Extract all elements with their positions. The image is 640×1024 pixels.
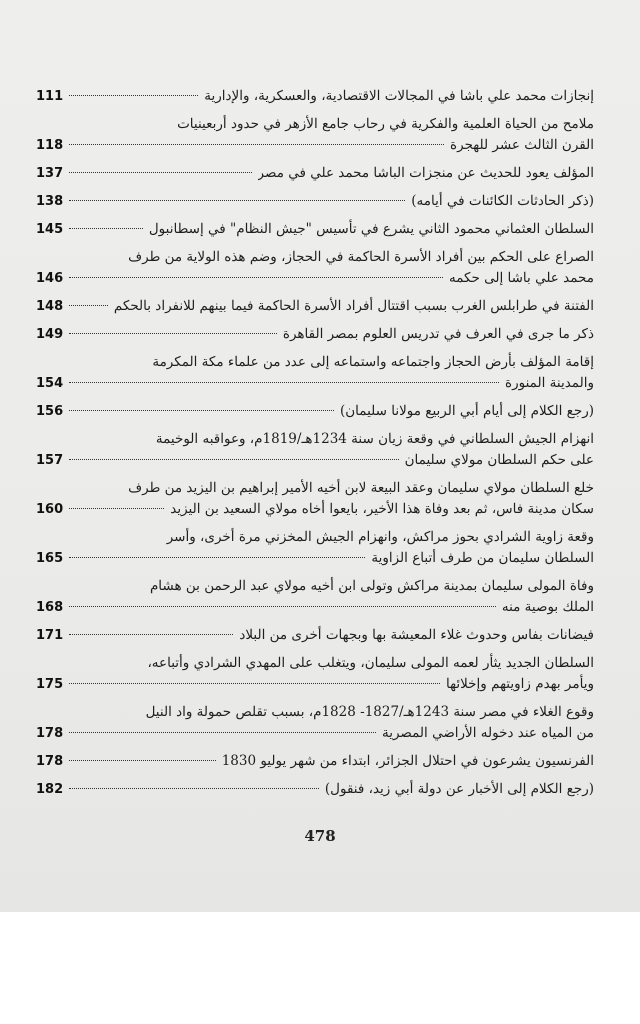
table-of-contents [36,86,594,807]
toc-entry-title: إقامة المؤلف بأرض الحجاز واجتماعه واستماعه إلى عدد من علماء مكة المكرمة [152,354,594,370]
toc-entry-page: 146 [36,271,64,286]
toc-entry [36,478,594,520]
toc-entry-title: خلع السلطان مولاي سليمان وعقد البيعة لابن أخيه الأمير إبراهيم بن اليزيد من طرف [128,480,594,496]
toc-entry [36,219,594,240]
toc-entry-last-line [36,296,594,317]
dot-leader [69,459,398,460]
toc-entry [36,527,594,569]
toc-entry-last-line [36,163,594,184]
dot-leader [69,760,216,761]
dot-leader [69,788,319,789]
toc-entry-title: محمد علي باشا إلى حكمه [448,270,594,286]
dot-leader [69,277,443,278]
dot-leader [69,333,277,334]
toc-entry-title: الملك بوصية منه [501,599,594,615]
toc-entry-page: 156 [36,404,64,419]
toc-entry-title: الفتنة في طرابلس الغرب بسبب اقتتال أفراد الأسرة الحاكمة فيما بينهم للانفراد بالحكم [113,298,594,314]
toc-entry [36,114,594,156]
toc-entry-last-line [36,401,594,422]
dot-leader [69,200,405,201]
toc-entry-last-line [36,548,594,569]
toc-entry-page: 157 [36,453,64,468]
toc-entry-title: وقوع الغلاء في مصر سنة 1243هـ/1827- 1828م، بسبب تقلص حمولة واد النيل [145,704,594,720]
toc-entry-title: (رجع الكلام إلى الأخبار عن دولة أبي زيد، فنقول) [324,781,594,797]
dot-leader [69,683,440,684]
toc-entry-last-line [36,499,594,520]
toc-entry-last-line [36,450,594,471]
toc-entry [36,779,594,800]
toc-entry-title: والمدينة المنورة [505,375,594,391]
toc-entry-page: 137 [36,166,64,181]
toc-entry-title: (ذكر الحادثات الكائنات في أيامه) [411,193,594,209]
toc-entry-title: سكان مدينة فاس، ثم بعد وفاة هذا الأخير، بايعوا أخاه مولاي السعيد بن اليزيد [170,501,594,517]
dot-leader [69,95,198,96]
dot-leader [69,305,108,306]
toc-entry [36,296,594,317]
toc-entry-last-line [36,373,594,394]
toc-entry [36,702,594,744]
toc-entry-last-line [36,597,594,618]
dot-leader [69,606,496,607]
toc-entry-title: السلطان العثماني محمود الثاني يشرع في تأسيس "جيش النظام" في إسطانبول [148,221,594,237]
toc-entry-page: 118 [36,138,64,153]
dot-leader [69,410,334,411]
toc-entry [36,625,594,646]
toc-entry-title: القرن الثالث عشر للهجرة [450,137,594,153]
dot-leader [69,732,376,733]
toc-entry-last-line [36,268,594,289]
toc-entry-page: 138 [36,194,64,209]
toc-entry [36,324,594,345]
toc-entry-title: ملامح من الحياة العلمية والفكرية في رحاب جامع الأزهر في حدود أربعينيات [177,116,594,132]
toc-entry-page: 165 [36,551,64,566]
toc-entry-page: 154 [36,376,64,391]
toc-entry [36,352,594,394]
toc-entry-title: وقعة زاوية الشرادي بحوز مراكش، وانهزام الجيش المخزني مرة أخرى، وأسر [166,529,594,545]
toc-entry [36,247,594,289]
toc-entry-page: 145 [36,222,64,237]
toc-entry-last-line [36,135,594,156]
toc-entry-last-line [36,324,594,345]
toc-entry-last-line [36,219,594,240]
toc-entry-last-line [36,625,594,646]
toc-entry-page: 168 [36,600,64,615]
toc-entry-title: على حكم السلطان مولاي سليمان [404,452,594,468]
toc-entry-last-line [36,751,594,772]
toc-entry [36,191,594,212]
toc-entry [36,653,594,695]
dot-leader [69,557,365,558]
toc-entry-title: الصراع على الحكم بين أفراد الأسرة الحاكمة في الحجاز، وضم هذه الولاية من طرف [128,249,594,265]
toc-entry [36,163,594,184]
toc-entry-page: 182 [36,782,64,797]
toc-entry-page: 149 [36,327,64,342]
toc-entry-title: إنجازات محمد علي باشا في المجالات الاقتصادية، والعسكرية، والإدارية [204,88,594,104]
toc-entry-title: من المياه عند دخوله الأراضي المصرية [381,725,594,741]
toc-entry-page: 111 [36,89,64,104]
toc-entry-page: 171 [36,628,64,643]
toc-entry [36,429,594,471]
dot-leader [69,634,233,635]
toc-entry-title: ويأمر بهدم زاويتهم وإخلائها [446,676,594,692]
toc-entry-title: السلطان الجديد يثأر لعمه المولى سليمان، ويتغلب على المهدي الشرادي وأتباعه، [147,655,594,671]
toc-entry-page: 148 [36,299,64,314]
dot-leader [69,508,164,509]
toc-entry-last-line [36,674,594,695]
toc-entry-title: فيضانات بفاس وحدوث غلاء المعيشة بها وبجهات أخرى من البلاد [239,627,594,643]
toc-entry-title: وفاة المولى سليمان بمدينة مراكش وتولى ابن أخيه مولاي عبد الرحمن بن هشام [149,578,594,594]
toc-entry-title: السلطان سليمان من طرف أتباع الزاوية [371,550,594,566]
page-number: 478 [304,827,336,845]
toc-entry-last-line [36,723,594,744]
toc-entry-page: 175 [36,677,64,692]
dot-leader [69,144,444,145]
toc-entry-page: 178 [36,726,64,741]
toc-entry-title: المؤلف يعود للحديث عن منجزات الباشا محمد علي في مصر [257,165,594,181]
toc-entry-page: 178 [36,754,64,769]
toc-entry-page: 160 [36,502,64,517]
toc-entry-title: انهزام الجيش السلطاني في وقعة زيان سنة 1234هـ/1819م، وعواقبه الوخيمة [155,431,594,447]
toc-entry-last-line [36,191,594,212]
dot-leader [69,172,251,173]
toc-entry-title: الفرنسيون يشرعون في احتلال الجزائر، ابتداء من شهر يوليو 1830 [221,753,594,769]
toc-entry-title: ذكر ما جرى في العرف في تدريس العلوم بمصر القاهرة [282,326,594,342]
toc-entry-last-line [36,86,594,107]
toc-entry-last-line [36,779,594,800]
toc-entry [36,751,594,772]
dot-leader [69,382,499,383]
toc-entry [36,86,594,107]
toc-entry [36,401,594,422]
toc-entry-title: (رجع الكلام إلى أيام أبي الربيع مولانا سليمان) [339,403,594,419]
dot-leader [69,228,143,229]
toc-entry [36,576,594,618]
